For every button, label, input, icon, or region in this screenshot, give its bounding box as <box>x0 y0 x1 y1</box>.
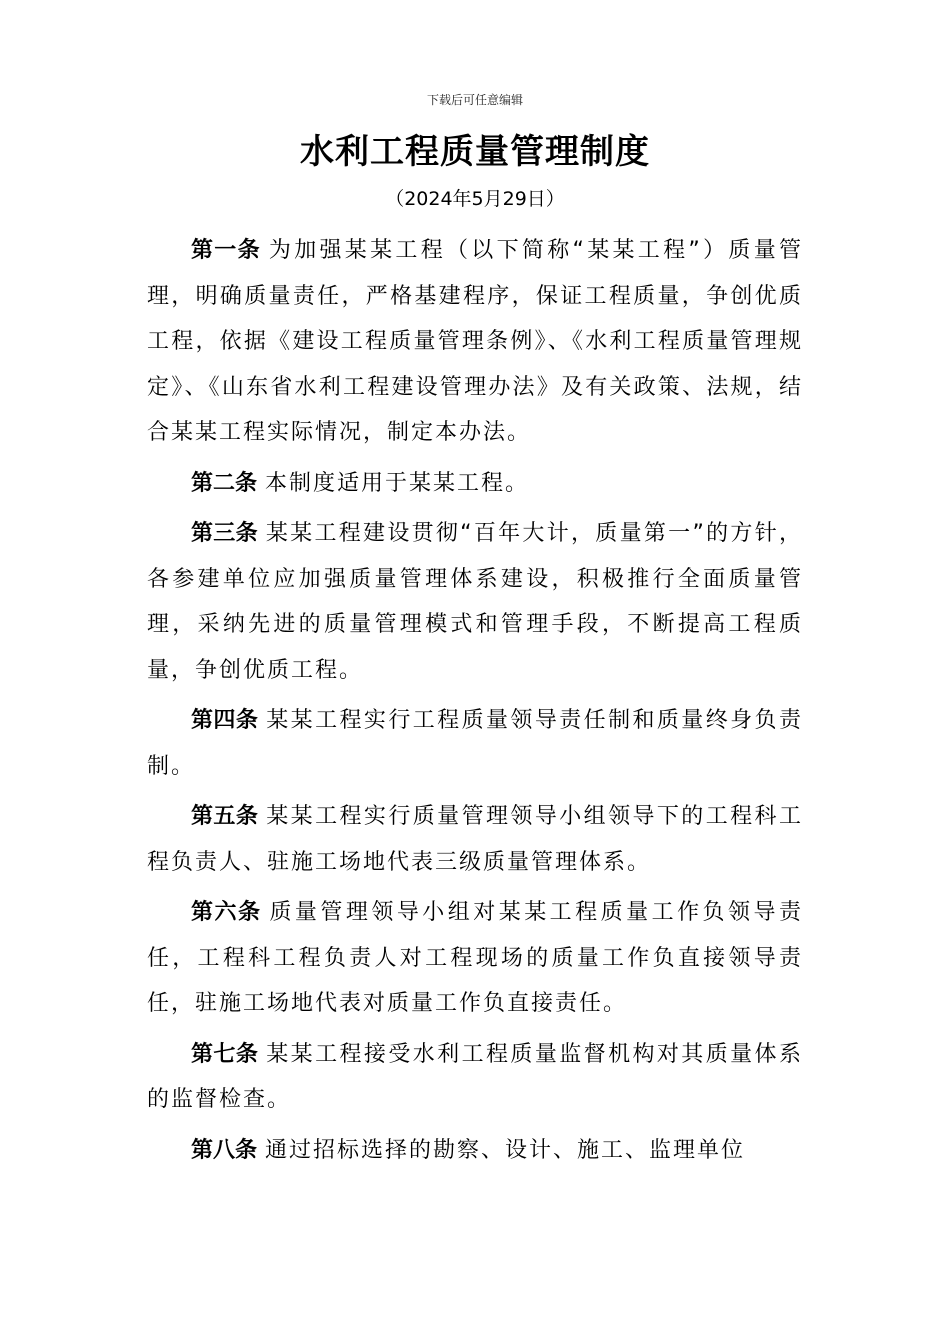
document-date: （2024年5月29日） <box>385 188 565 210</box>
article-label: 第五条 <box>191 804 259 829</box>
article-text: 某某工程实行工程质量领导责任制和质量终身负责制。 <box>147 708 803 779</box>
article-3 <box>147 511 803 693</box>
article-1 <box>147 228 803 456</box>
article-6 <box>147 890 803 1027</box>
article-5 <box>147 794 803 885</box>
article-label: 第六条 <box>191 900 262 925</box>
article-label: 第四条 <box>191 708 259 733</box>
article-text: 某某工程实行质量管理领导小组领导下的工程科工程负责人、驻施工场地代表三级质量管理体系。 <box>147 804 803 875</box>
article-4 <box>147 698 803 789</box>
article-label: 第二条 <box>191 470 258 496</box>
article-text: 质量管理领导小组对某某工程质量工作负领导责任，工程科工程负责人对工程现场的质量工作负直接领导责任，驻施工场地代表对质量工作负直接责任。 <box>147 900 803 1016</box>
article-label: 第七条 <box>191 1041 259 1067</box>
article-8 <box>147 1128 803 1174</box>
article-text: 某某工程接受水利工程质量监督机构对其质量体系的监督检查。 <box>147 1041 803 1112</box>
article-label: 第八条 <box>191 1137 258 1163</box>
article-label: 第三条 <box>191 521 258 546</box>
document-body <box>147 228 803 1178</box>
article-text: 为加强某某工程（以下简称“某某工程”）质量管理，明确质量责任，严格基建程序，保证工程质量，争创优质工程，依据《建设工程质量管理条例》、《水利工程质量管理规定》、《山东省水利工程建设管理办法》及有关政策、法规，结合某某工程实际情况，制定本办法。 <box>147 238 803 445</box>
article-label: 第一条 <box>191 238 261 263</box>
article-text: 通过招标选择的勘察、设计、施工、监理单位 <box>265 1137 746 1163</box>
article-2 <box>147 461 803 507</box>
article-text: 某某工程建设贯彻“百年大计，质量第一”的方针，各参建单位应加强质量管理体系建设，积极推行全面质量管理，采纳先进的质量管理模式和管理手段，不断提高工程质量，争创优质工程。 <box>147 521 803 683</box>
article-text: 本制度适用于某某工程。 <box>265 470 530 496</box>
article-7 <box>147 1032 803 1123</box>
page-title: 水利工程质量管理制度 <box>300 132 650 172</box>
header-note: 下载后可任意编辑 <box>426 93 523 107</box>
